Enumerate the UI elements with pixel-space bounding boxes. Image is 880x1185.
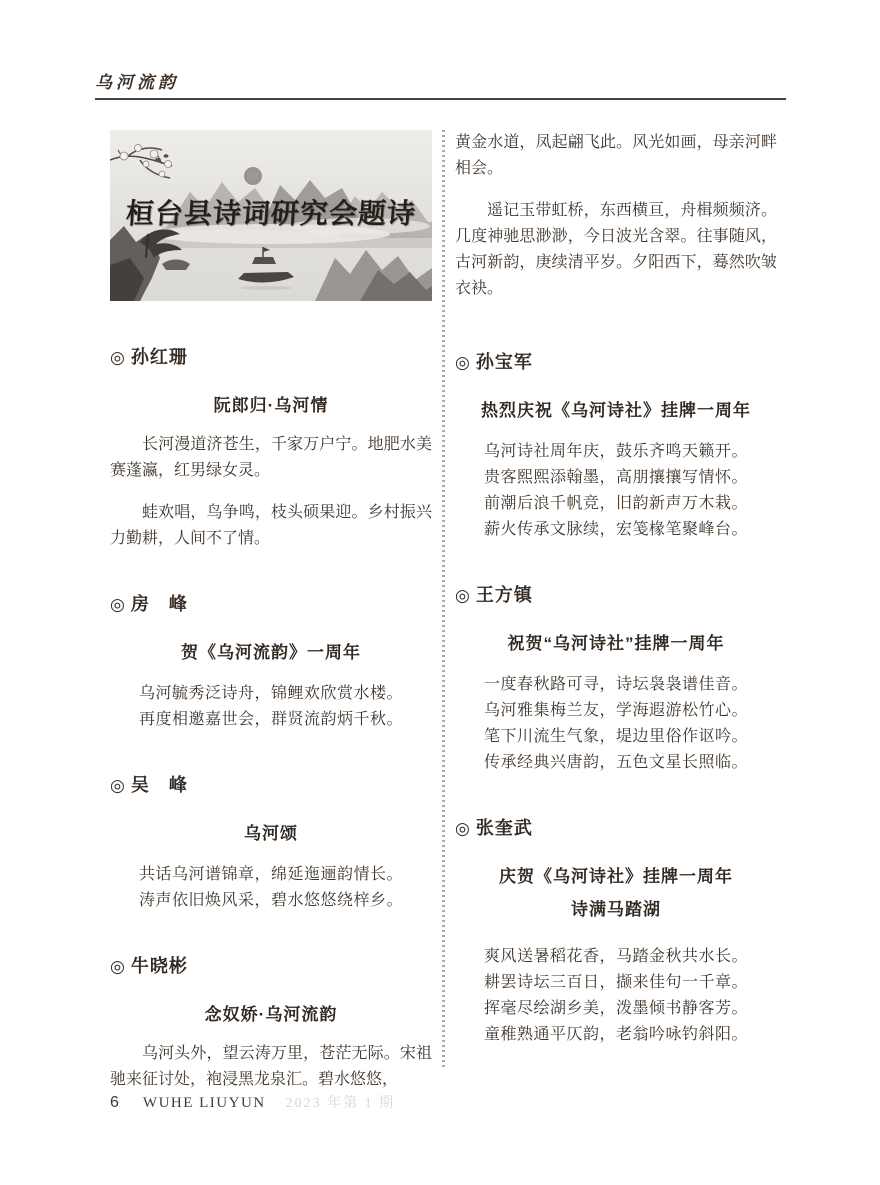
journal-name-latin: WUHE LIUYUN bbox=[142, 1095, 266, 1111]
author-name-text: 王方镇 bbox=[475, 585, 533, 605]
author-name bbox=[110, 590, 432, 616]
banner-calligraphy-title: 桓台县诗词研究会题诗 bbox=[124, 199, 417, 230]
author-marker: ◎ bbox=[455, 586, 471, 605]
banner-ink-landscape bbox=[110, 130, 432, 301]
poem-line: 挥毫尽绘湖乡美，泼墨倾书静客芳。 bbox=[483, 1000, 748, 1017]
author-marker: ◎ bbox=[455, 819, 471, 838]
author-marker: ◎ bbox=[110, 348, 126, 367]
poem-body bbox=[455, 672, 777, 776]
poem-section bbox=[110, 343, 432, 552]
poem-title: 贺《乌河流韵》一周年 bbox=[181, 643, 361, 662]
poem-line: 乌河毓秀泛诗舟，锦鲤欢欣赏水楼。 bbox=[138, 685, 403, 702]
poem-subtitle: 诗满马踏湖 bbox=[571, 900, 661, 919]
author-name-text: 孙红珊 bbox=[130, 347, 188, 367]
author-marker: ◎ bbox=[110, 957, 126, 976]
poem-section bbox=[110, 771, 432, 914]
issue-label: 2023 年第 1 期 bbox=[285, 1096, 396, 1111]
author-name-text: 吴 峰 bbox=[130, 775, 188, 795]
poem-line: 乌河诗社周年庆，鼓乐齐鸣天籁开。 bbox=[483, 443, 748, 460]
author-name bbox=[110, 952, 432, 978]
author-marker: ◎ bbox=[110, 776, 126, 795]
page-content bbox=[110, 130, 777, 1093]
poem-line: 共话乌河谱锦章，绵延迤逦韵情长。 bbox=[138, 866, 403, 883]
poem-line: 爽风送暑稻花香，马踏金秋共水长。 bbox=[483, 948, 748, 965]
poem-body bbox=[110, 681, 432, 733]
author-name-text: 张奎武 bbox=[475, 818, 533, 838]
poem-section bbox=[110, 590, 432, 733]
poem-body bbox=[455, 439, 777, 543]
poem-body bbox=[110, 862, 432, 914]
author-marker: ◎ bbox=[455, 353, 471, 372]
column-divider bbox=[442, 130, 445, 1068]
poem-title: 乌河颂 bbox=[244, 824, 298, 843]
poem-section bbox=[110, 952, 432, 1093]
poem-title: 热烈庆祝《乌河诗社》挂牌一周年 bbox=[481, 401, 751, 420]
header-rule bbox=[95, 98, 786, 100]
page-number: 6 bbox=[110, 1094, 119, 1111]
poem-line: 耕罢诗坛三百日，撷来佳句一千章。 bbox=[483, 974, 748, 991]
poem-continuation-paragraph: 黄金水道，凤起翩飞此。风光如画，母亲河畔相会。 bbox=[455, 134, 777, 177]
author-name bbox=[110, 343, 432, 369]
poem-line: 笔下川流生气象，堤边里俗作讴吟。 bbox=[483, 728, 748, 745]
poem-line: 再度相邀嘉世会，群贤流韵炳千秋。 bbox=[138, 711, 403, 728]
author-name-text: 房 峰 bbox=[130, 594, 188, 614]
poem-line: 前潮后浪千帆竞，旧韵新声万木栽。 bbox=[483, 495, 748, 512]
right-column bbox=[455, 130, 777, 1093]
running-header bbox=[95, 68, 786, 100]
poem-paragraph: 长河漫道济苍生，千家万户宁。地肥水美赛蓬瀛，红男绿女灵。 bbox=[110, 436, 432, 479]
author-name bbox=[455, 581, 777, 607]
poem-section bbox=[455, 348, 777, 543]
author-name bbox=[455, 348, 777, 374]
poem-continuation-paragraph: 遥记玉带虹桥，东西横亘，舟楫频频济。几度神驰思渺渺，今日波光含翠。往事随风，古河新韵，庚续清平岁。夕阳西下，蓦然吹皱衣袂。 bbox=[455, 202, 777, 297]
author-name-text: 牛晓彬 bbox=[130, 956, 188, 976]
poem-paragraph: 乌河头外，望云涛万里，苍茫无际。宋祖驰来征讨处，袍浸黑龙泉汇。碧水悠悠， bbox=[110, 1045, 432, 1088]
poem-section bbox=[455, 814, 777, 1048]
poem-line: 涛声依旧焕风采，碧水悠悠绕梓乡。 bbox=[138, 892, 403, 909]
poem-body bbox=[455, 944, 777, 1048]
author-marker: ◎ bbox=[110, 595, 126, 614]
journal-title: 乌河流韵 bbox=[95, 73, 179, 92]
page-footer bbox=[110, 1092, 395, 1112]
poem-line: 童稚熟通平仄韵，老翁吟咏钓斜阳。 bbox=[483, 1026, 748, 1043]
poem-title: 祝贺“乌河诗社”挂牌一周年 bbox=[507, 634, 725, 653]
poem-title: 念奴娇·乌河流韵 bbox=[204, 1005, 338, 1024]
poem-title: 庆贺《乌河诗社》挂牌一周年 bbox=[499, 867, 733, 886]
poem-line: 薪火传承文脉续，宏笺椽笔聚峰台。 bbox=[483, 521, 748, 538]
left-column bbox=[110, 130, 432, 1093]
poem-title: 阮郎归·乌河情 bbox=[213, 396, 329, 415]
author-name-text: 孙宝军 bbox=[475, 352, 533, 372]
poem-line: 传承经典兴唐韵，五色文星长照临。 bbox=[483, 754, 748, 771]
poem-paragraph: 蛙欢唱，鸟争鸣，枝头硕果迎。乡村振兴力勤耕，人间不了情。 bbox=[110, 504, 432, 547]
poem-line: 贵客熙熙添翰墨，高朋攘攘写情怀。 bbox=[483, 469, 748, 486]
poem-section bbox=[455, 581, 777, 776]
author-name bbox=[455, 814, 777, 840]
poem-line: 乌河雅集梅兰友，学海遐游松竹心。 bbox=[483, 702, 748, 719]
author-name bbox=[110, 771, 432, 797]
poem-line: 一度春秋路可寻，诗坛袅袅谱佳音。 bbox=[483, 676, 748, 693]
